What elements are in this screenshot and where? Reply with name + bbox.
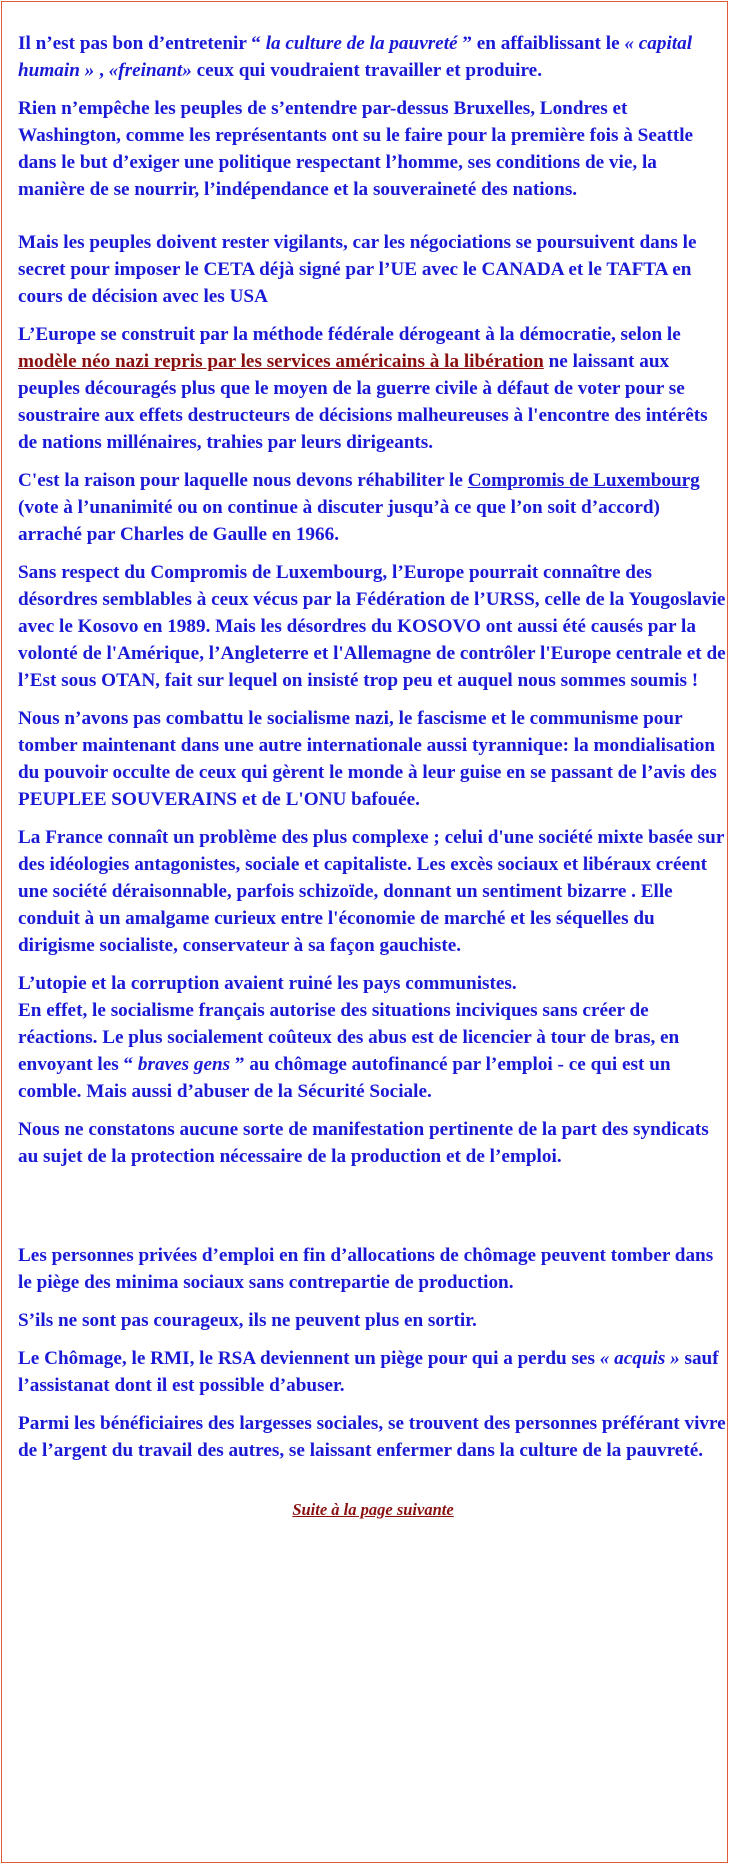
text-segment: , [94,60,109,81]
paragraph-kosovo: Sans respect du Compromis de Luxembourg, l’Europe pourrait connaître des désordres semblables à ceux vécus par la Fédération de l’URSS, celle de la Yougoslavie avec le Kosovo en 1989. Mais les désordres du KOSOVO ont aussi été causés par la volonté de l'Amérique, l’Angleterre et l'Allemagne de contrôler l'Europe centrale et de l’Est sous OTAN, fait sur lequel on insisté trop peu et auquel nous sommes soumis ! [18,562,726,691]
next-page-link[interactable]: Suite à la page suivante [292,1500,454,1519]
text-segment: L’Europe se construit par la méthode fédérale dérogeant à la démocratie, selon le [18,324,681,345]
paragraph-utopie-corruption [18,970,728,1105]
paragraph-courage: S’ils ne sont pas courageux, ils ne peuvent plus en sortir. [18,1310,477,1331]
paragraph-methode-federale [18,321,728,456]
text-segment: ceux qui voudraient travailler et produire. [191,60,542,81]
page-frame [1,1,728,1863]
paragraph-societe-mixte: La France connaît un problème des plus complexe ; celui d'une société mixte basée sur des idéologies antagonistes, sociale et capitaliste. Les excès sociaux et libéraux créent une société déraisonnable, parfois schizoïde, donnant un sentiment bizarre . Elle conduit à un amalgame curieux entre l'économie de marché et les séquelles du dirigisme socialiste, conservateur à sa façon gauchiste. [18,827,724,956]
link-compromis-de-luxembourg[interactable]: Compromis de Luxembourg [467,470,700,491]
paragraph-chomage-rmi-rsa [18,1345,728,1399]
emphasis-acquis: « acquis » [599,1348,680,1369]
text-segment: sauf l’assistanat dont il est possible d’abuser. [18,1348,719,1396]
text-segment: ” en affaiblissant le [457,33,625,54]
article-body [18,30,728,1523]
link-modele-neo-nazi[interactable]: modèle néo nazi repris par les services américains à la libération [18,351,544,372]
paragraph-compromis-luxembourg [18,467,728,548]
paragraph-mondialisation: Nous n’avons pas combattu le socialisme nazi, le fascisme et le communisme pour tomber maintenant dans une autre internationale aussi tyrannique: la mondialisation du pouvoir occulte de ceux qui gèrent le monde à leur guise en se passant de l’avis des PEUPLEE SOUVERAINS et de L'ONU bafouée. [18,708,717,810]
emphasis-capital-humain: « capital humain » [18,33,693,81]
paragraph-culture-pauvrete [18,30,728,84]
paragraph-syndicats: Nous ne constatons aucune sorte de manifestation pertinente de la part des syndicats au sujet de la protection nécessaire de la production et de l’emploi. [18,1119,709,1167]
paragraph-beneficiaires: Parmi les bénéficiaires des largesses sociales, se trouvent des personnes préférant vivre de l’argent du travail des autres, se laissant enfermer dans la culture de la pauvreté. [18,1413,726,1461]
paragraph-ceta-tafta: Mais les peuples doivent rester vigilants, car les négociations se poursuivent dans le secret pour imposer le CETA déjà signé par l’UE avec le CANADA et le TAFTA en cours de décision avec les USA [18,232,697,307]
text-segment: Il n’est pas bon d’entretenir “ [18,33,266,54]
text-segment: Le Chômage, le RMI, le RSA deviennent un piège pour qui a perdu ses [18,1348,600,1369]
text-segment: En effet, le socialisme français autorise des situations inciviques sans créer de réactions. Le plus socialement coûteux des abus est de licencier à tour de bras, en envoyant les “ [18,1000,680,1075]
emphasis-freinant: «freinant» [108,60,192,81]
text-segment: ne laissant aux peuples découragés plus que le moyen de la guerre civile à défaut de voter pour se soustraire aux effets destructeurs de décisions malheureuses à l'encontre des intérêts de nations millénaires, trahies par leurs dirigeants. [18,351,708,453]
paragraph-seattle: Rien n’empêche les peuples de s’entendre par-dessus Bruxelles, Londres et Washington, comme les représentants ont su le faire pour la première fois à Seattle dans le but d’exiger une politique respectant l’homme, ses conditions de vie, la manière de se nourrir, l’indépendance et la souveraineté des nations. [18,98,694,200]
emphasis-culture-pauvrete: la culture de la pauvreté [265,33,458,54]
text-segment: (vote à l’unanimité ou on continue à discuter jusqu’à ce que l’on soit d’accord) arraché par Charles de Gaulle en 1966. [18,497,660,545]
text-segment: L’utopie et la corruption avaient ruiné les pays communistes. [18,973,517,994]
footer [18,1496,728,1523]
text-segment: ” au chômage autofinancé par l’emploi - ce qui est un comble. Mais aussi d’abuser de la Sécurité Sociale. [18,1054,671,1102]
paragraph-minima-sociaux: Les personnes privées d’emploi en fin d’allocations de chômage peuvent tomber dans le piège des minima sociaux sans contrepartie de production. [18,1245,714,1293]
emphasis-braves-gens: braves gens [137,1054,231,1075]
text-segment: C'est la raison pour laquelle nous devons réhabiliter le [18,470,468,491]
